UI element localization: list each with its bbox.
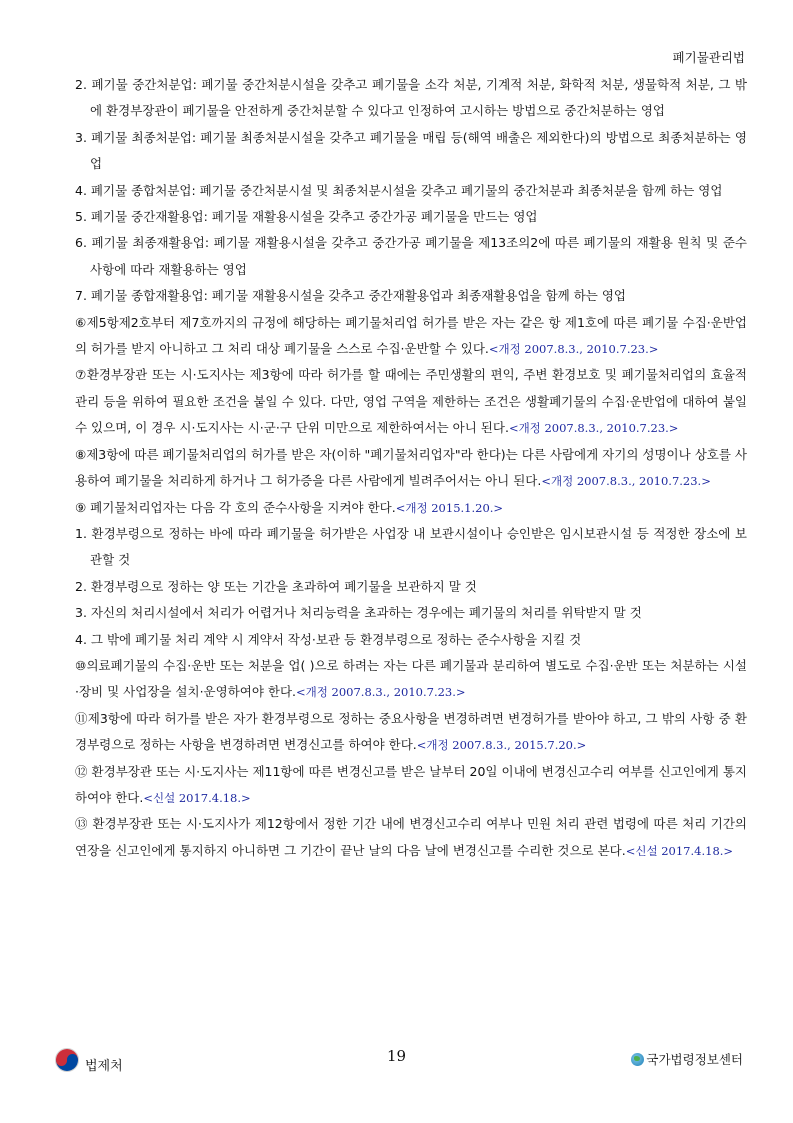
amendment-note: <개정 2007.8.3., 2010.7.23.> xyxy=(508,421,679,436)
paragraph-text: ⑦환경부장관 또는 시·도지사는 제3항에 따라 허가를 할 때에는 주민생활의 편익, 주변 환경보호 및 폐기물처리업의 효율적 관리 등을 위하여 필요한 조건을 붙일 수 있다. 다만, 영업 구역을 제한하는 조건은 생활폐기물의 수집·운반업에 대하여 붙일 수 있으며, 이 경우 시·도지사는 시·군·구 단위 미만으로 제한하여서는 아니 된다. xyxy=(75,367,747,436)
item-text: 폐기물 종합처분업: 폐기물 중간처분시설 및 최종처분시설을 갖추고 폐기물의 중간처분과 최종처분을 함께 하는 영업 xyxy=(90,182,723,198)
paragraph-11 xyxy=(75,706,747,759)
list-item-b4 xyxy=(75,627,747,653)
item-number: 5. xyxy=(75,209,87,225)
paragraph-10 xyxy=(75,653,747,706)
paragraph-text: ⑥제5항제2호부터 제7호까지의 규정에 해당하는 폐기물처리업 허가를 받은 자는 같은 항 제1호에 따른 폐기물 수집·운반업의 허가를 받지 아니하고 그 처리 대상 폐기물을 스스로 수집·운반할 수 있다. xyxy=(75,314,747,357)
list-item-a6 xyxy=(75,230,747,283)
amendment-note: <개정 2007.8.3., 2015.7.20.> xyxy=(416,738,587,753)
item-text: 폐기물 최종처분업: 폐기물 최종처분시설을 갖추고 폐기물을 매립 등(해역 배출은 제외한다)의 방법으로 최종처분하는 영업 xyxy=(90,129,747,172)
item-text: 폐기물 종합재활용업: 폐기물 재활용시설을 갖추고 중간재활용업과 최종재활용업을 함께 하는 영업 xyxy=(90,288,626,304)
item-number: 7. xyxy=(75,288,87,304)
footer-source xyxy=(631,1050,743,1068)
item-text: 환경부령으로 정하는 양 또는 기간을 초과하여 폐기물을 보관하지 말 것 xyxy=(90,578,477,594)
item-text: 폐기물 중간처분업: 폐기물 중간처분시설을 갖추고 폐기물을 소각 처분, 기계적 처분, 화학적 처분, 생물학적 처분, 그 밖에 환경부장관이 폐기물을 안전하게 중간처분할 수 있다고 인정하여 고시하는 방법으로 중간처분하는 영업 xyxy=(90,77,747,119)
list-item-b3 xyxy=(75,600,747,626)
item-text: 폐기물 최종재활용업: 폐기물 재활용시설을 갖추고 중간가공 폐기물을 제13조의2에 따른 폐기물의 재활용 원칙 및 준수사항에 따라 재활용하는 영업 xyxy=(90,235,747,277)
paragraph-13 xyxy=(75,811,747,864)
item-text: 자신의 처리시설에서 처리가 어렵거나 처리능력을 초과하는 경우에는 폐기물의 처리를 위탁받지 말 것 xyxy=(90,605,642,621)
amendment-note: <개정 2007.8.3., 2010.7.23.> xyxy=(296,685,466,700)
paragraph-9 xyxy=(75,495,747,521)
list-item-a7 xyxy=(75,283,747,309)
document-header-title: 폐기물관리법 xyxy=(672,50,745,65)
publisher-label: 법제처 xyxy=(85,1059,123,1074)
paragraph-12 xyxy=(75,759,747,812)
document-body xyxy=(75,72,747,864)
list-item-a3 xyxy=(75,125,747,178)
item-number: 1. xyxy=(75,525,87,541)
amendment-note: <신설 2017.4.18.> xyxy=(625,843,734,858)
amendment-note: <개정 2015.1.20.> xyxy=(395,500,504,515)
paragraph-text: ⑫ 환경부장관 또는 시·도지사는 제11항에 따른 변경신고를 받은 날부터 20일 이내에 변경신고수리 여부를 신고인에게 통지하여야 한다. xyxy=(75,763,747,805)
amendment-note: <개정 2007.8.3., 2010.7.23.> xyxy=(541,474,711,489)
paragraph-7 xyxy=(75,362,747,441)
amendment-note: <신설 2017.4.18.> xyxy=(143,790,251,805)
item-text: 그 밖에 폐기물 처리 계약 시 계약서 작성·보관 등 환경부령으로 정하는 준수사항을 지킬 것 xyxy=(90,631,582,647)
amendment-note: <개정 2007.8.3., 2010.7.23.> xyxy=(488,342,659,357)
paragraph-text: ⑩의료폐기물의 수집·운반 또는 처분을 업( )으로 하려는 자는 다른 폐기물과 분리하여 별도로 수집·운반 또는 처분하는 시설·장비 및 사업장을 설치·운영하여야 한다. xyxy=(75,657,747,700)
item-number: 3. xyxy=(75,129,87,145)
paragraph-8 xyxy=(75,442,747,495)
paragraph-text: ⑨ 폐기물처리업자는 다음 각 호의 준수사항을 지켜야 한다. xyxy=(75,499,396,515)
paragraph-text: ⑧제3항에 따른 폐기물처리업의 허가를 받은 자(이하 "폐기물처리업자"라 한다)는 다른 사람에게 자기의 성명이나 상호를 사용하여 폐기물을 처리하게 하거나 그 허가증을 다른 사람에게 빌려주어서는 아니 된다. xyxy=(75,446,747,489)
item-number: 4. xyxy=(75,182,87,198)
item-text: 환경부령으로 정하는 바에 따라 폐기물을 허가받은 사업장 내 보관시설이나 승인받은 임시보관시설 등 적정한 장소에 보관할 것 xyxy=(90,525,747,568)
source-label: 국가법령정보센터 xyxy=(646,1052,743,1067)
list-item-a5 xyxy=(75,204,747,230)
document-footer xyxy=(0,1045,793,1085)
item-number: 6. xyxy=(75,235,87,251)
paragraph-text: ⑪제3항에 따라 허가를 받은 자가 환경부령으로 정하는 중요사항을 변경하려면 변경허가를 받아야 하고, 그 밖의 사항 중 환경부령으로 정하는 사항을 변경하려면 변경신고를 하여야 한다. xyxy=(75,710,747,753)
item-text: 폐기물 중간재활용업: 폐기물 재활용시설을 갖추고 중간가공 폐기물을 만드는 영업 xyxy=(90,209,538,225)
list-item-b2 xyxy=(75,574,747,600)
item-number: 3. xyxy=(75,605,87,621)
item-number: 2. xyxy=(75,578,87,594)
paragraph-6 xyxy=(75,310,747,363)
list-item-a4 xyxy=(75,178,747,204)
item-number: 2. xyxy=(75,77,87,92)
item-number: 4. xyxy=(75,631,87,647)
page-number: 19 xyxy=(386,1047,407,1065)
paragraph-text: ⑬ 환경부장관 또는 시·도지사가 제12항에서 정한 기간 내에 변경신고수리 여부나 민원 처리 관련 법령에 따른 처리 기간의 연장을 신고인에게 통지하지 아니하면 그 기간이 끝난 날의 다음 날에 변경신고를 수리한 것으로 본다. xyxy=(75,816,747,858)
list-item-b1 xyxy=(75,521,747,574)
globe-icon xyxy=(631,1053,644,1066)
list-item-a2 xyxy=(75,72,747,125)
